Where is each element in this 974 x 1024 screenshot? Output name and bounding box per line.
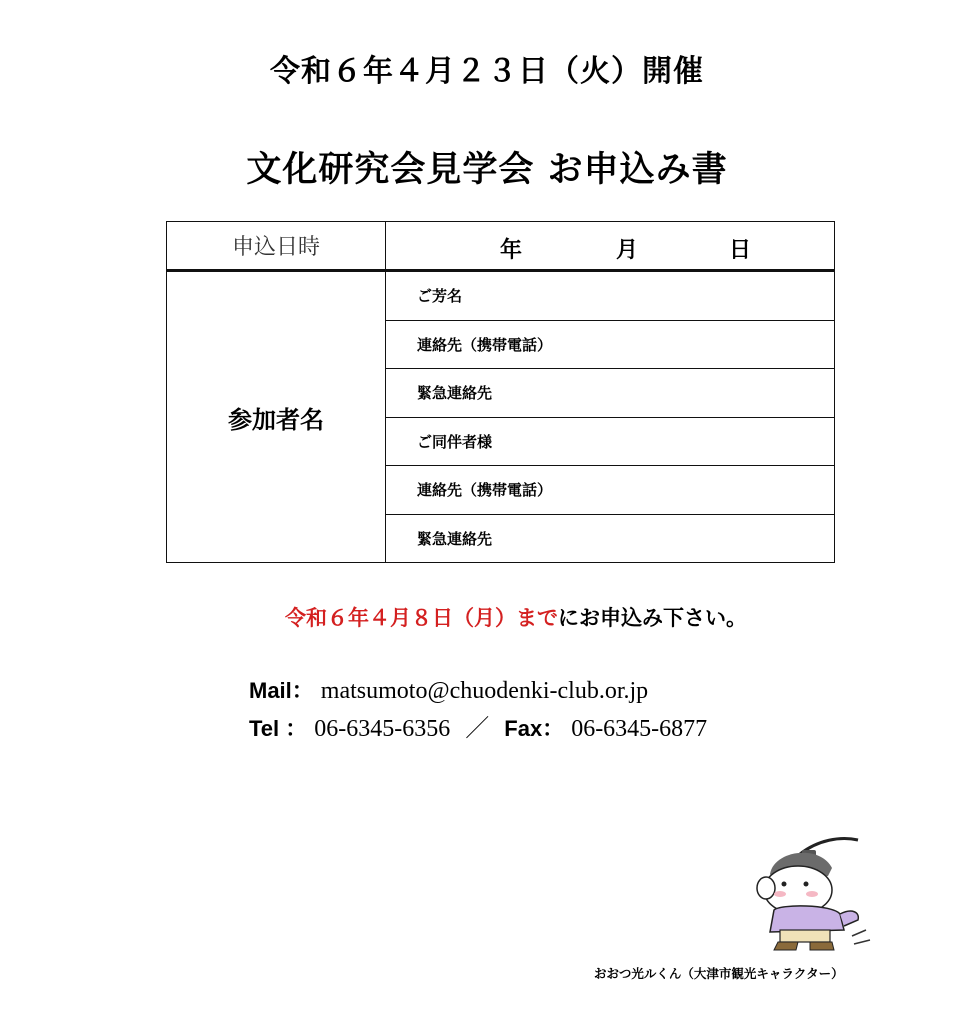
page-title: 文化研究会見学会 お申込み書 bbox=[246, 150, 728, 190]
mascot-motion-lines bbox=[852, 930, 870, 944]
separator: ／ bbox=[465, 716, 490, 742]
companion-name-field[interactable]: ご同伴者様 bbox=[386, 417, 835, 466]
mascot-illustration bbox=[740, 826, 890, 956]
phone-fax-line bbox=[249, 708, 707, 743]
event-date-heading: 令和６年４月２３日（火）開催 bbox=[270, 54, 704, 89]
name-field[interactable]: ご芳名 bbox=[386, 271, 835, 321]
date-day-label: 日 bbox=[729, 238, 752, 263]
date-year-label: 年 bbox=[500, 238, 523, 263]
companion-phone-field[interactable]: 連絡先（携帯電話） bbox=[386, 466, 835, 515]
mascot-body bbox=[770, 906, 844, 932]
mascot-foot bbox=[810, 942, 834, 950]
phone-field[interactable]: 連絡先（携帯電話） bbox=[386, 320, 835, 369]
deadline-instruction: にお申込み下さい。 bbox=[558, 606, 747, 630]
mascot-legs bbox=[780, 930, 830, 942]
apply-date-field[interactable] bbox=[386, 222, 835, 271]
mascot-cheek bbox=[774, 891, 786, 897]
mascot-cheek bbox=[806, 891, 818, 897]
deadline-date: 令和６年４月８日（月）まで bbox=[285, 606, 558, 630]
companion-emergency-contact-field[interactable]: 緊急連絡先 bbox=[386, 514, 835, 563]
tel-number: 06-6345-6356 bbox=[314, 716, 451, 742]
deadline-notice bbox=[0, 602, 974, 632]
tel-label: Tel ： bbox=[249, 716, 308, 741]
application-form-table bbox=[166, 221, 835, 563]
mascot-eye bbox=[804, 882, 809, 887]
mascot-eye bbox=[782, 882, 787, 887]
fax-label: Fax： bbox=[504, 716, 565, 741]
mascot-ear bbox=[757, 877, 775, 899]
mail-address-link[interactable]: matsumoto@chuodenki-club.or.jp bbox=[320, 678, 649, 704]
fax-number: 06-6345-6877 bbox=[571, 716, 708, 742]
mascot-foot bbox=[774, 942, 798, 950]
mascot-caption: おおつ光ルくん（大津市観光キャラクター） bbox=[594, 966, 844, 981]
form-row bbox=[167, 271, 835, 321]
date-month-label: 月 bbox=[616, 238, 639, 263]
apply-date-row bbox=[167, 222, 835, 271]
apply-date-label: 申込日時 bbox=[167, 222, 386, 271]
mail-line bbox=[249, 674, 648, 705]
participant-label: 参加者名 bbox=[167, 271, 386, 563]
mail-label: Mail： bbox=[249, 678, 314, 703]
emergency-contact-field[interactable]: 緊急連絡先 bbox=[386, 369, 835, 418]
